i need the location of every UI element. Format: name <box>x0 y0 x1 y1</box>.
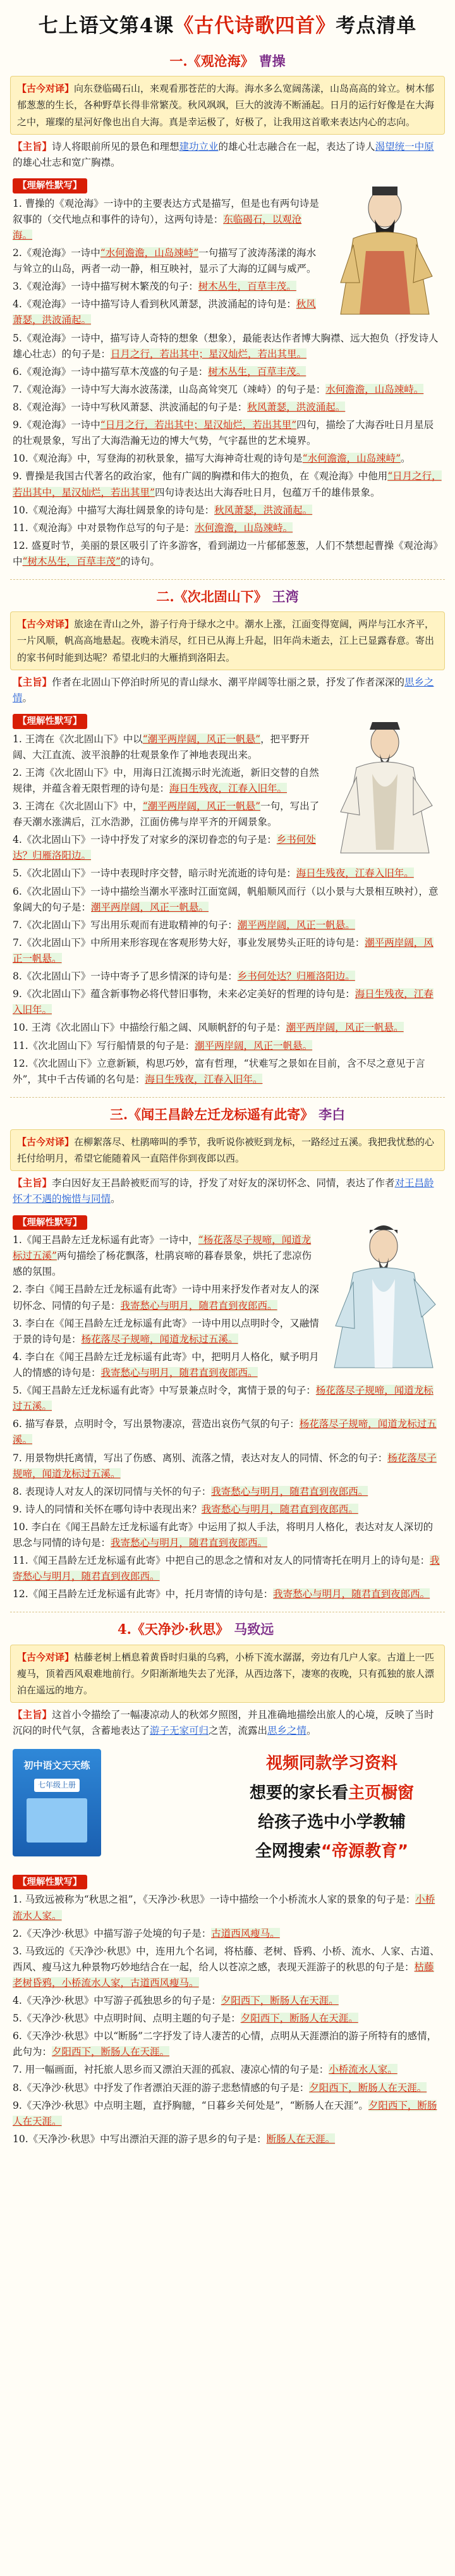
list-item: 4.《观沧海》一诗中描写诗人看到秋风萧瑟，洪波涌起的诗句是：秋风萧瑟，洪波涌起。 <box>13 298 316 326</box>
section-guancanghai <box>10 51 445 572</box>
list-item: 9.《观沧海》一诗中“日月之行，若出其中；星汉灿烂，若出其里”四句，描绘了大海吞吐日月星辰的壮观景象，写出了大海浩瀚无边的博大气势，气宇磊世的艺术境界。 <box>13 419 434 447</box>
list-item: 3.《观沧海》一诗中描写树木繁茂的句子：树木丛生，百草丰茂。 <box>13 281 296 293</box>
list-item: 8. 表现诗人对友人的深切同情与关怀的句子：我寄愁心与明月，随君直到夜郎西。 <box>13 1485 368 1497</box>
section-divider <box>10 1097 445 1098</box>
list-item: 10.《观沧海》中描写大海壮阔景象的诗句是：秋风萧瑟，洪波涌起。 <box>13 504 313 516</box>
list-item: 5.《闻王昌龄左迁龙标遥有此寄》中写景兼点时令，寓情于景的句子：杨花落尽子规啼，闻道龙标过五溪。 <box>13 1385 434 1413</box>
list-item: 2.《天净沙·秋思》中描写游子处境的句子是：古道西风瘦马。 <box>13 1927 280 1939</box>
list-item: 8.《观沧海》一诗中写秋风萧瑟、洪波涌起的句子是：秋风萧瑟，洪波涌起。 <box>13 402 346 413</box>
comprehension-list <box>10 1892 445 2147</box>
list-item: 7. 用景物烘托离情，写出了伤感、离别、流落之情，表达对友人的同情、怀念的句子：杨花落尽子规啼，闻道龙标过五溪。 <box>13 1452 437 1480</box>
list-item: 7. 用一幅画面，衬托旅人思乡而又漂泊天涯的孤寂、凄凉心情的句子是：小桥流水人家。 <box>13 2064 397 2076</box>
list-item: 5.《天净沙·秋思》中点明时间、点明主题的句子是：夕阳西下，断肠人在天涯。 <box>13 2013 358 2025</box>
list-item: 7.《次北固山下》中所用来形容现在客观形势大好，事业发展势头正旺的诗句是：潮平两岸阔，风正一帆悬。 <box>13 936 434 964</box>
list-item: 9.《次北固山下》蕴含新事物必将代替旧事物，未来必定美好的哲理的诗句是：海日生残夜，江春入旧年。 <box>13 988 434 1016</box>
list-item: 1. 王湾在《次北固山下》中以“潮平两岸阔，风正一帆悬”，把平野开阔、大江直流、波平浪静的壮观景象作了神地表现出来。 <box>13 733 310 761</box>
list-item: 9. 诗人的同情和关怀在哪句诗中表现出来？我寄愁心与明月，随君直到夜郎西。 <box>13 1503 358 1515</box>
theme-paragraph: 【主旨】诗人将眼前所见的景色和理想建功立业的雄心壮志融合在一起，表达了诗人渴望统一中原的雄心壮志和宽广胸襟。 <box>13 140 434 169</box>
list-item: 11.《观沧海》中对景物作总写的句子是：水何澹澹，山岛竦峙。 <box>13 522 293 534</box>
list-item: 10. 李白在《闻王昌龄左迁龙标遥有此寄》中运用了拟人手法，将明月人格化，表达对友人深切的思念与同情的诗句是：我寄愁心与明月，随君直到夜郎西。 <box>13 1521 434 1549</box>
comprehension-tag: 【理解性默写】 <box>13 714 87 728</box>
translation-box: 【古今对译】向东登临碣石山，来观看那苍茫的大海。海水多么宽阔荡漾，山岛高高的耸立。树木郁郁葱葱的生长，各种野草长得非常繁茂。秋风飒飒，巨大的波涛不断涌起。日月的运行好像是在大海之中，璀璨的星河好像也出自大海。真是幸运极了，好极了，让我用这首歌来表达内心的志向。 <box>10 76 445 135</box>
wang-wan-illustration <box>325 714 445 859</box>
list-item: 5.《次北固山下》一诗中表现时序交替，暗示时光流逝的诗句是：海日生残夜，江春入旧年。 <box>13 868 414 880</box>
promo-banner: 视频同款学习资料 想要的家长看主页橱窗 给孩子选中小学教辅 全网搜索“帝源教育” <box>249 1754 415 1861</box>
list-item: 12.《次北固山下》立意新颖，构思巧妙，富有哲理，“状难写之景如在目前，含不尽之意见于言外”，其中千古传诵的名句是：海日生残夜，江春入旧年。 <box>13 1057 425 1085</box>
list-item: 11.《次北固山下》写行船情景的句子是：潮平两岸阔，风正一帆悬。 <box>13 1040 313 1052</box>
translation-box: 【古今对译】枯藤老树上栖息着黄昏时归巢的乌鸦，小桥下流水潺潺，旁边有几户人家。古道上一匹瘦马，顶着西风艰难地前行。夕阳渐渐地失去了光泽，从西边落下，凄寒的夜晚，只有孤独的旅人漂泊在遥远的地方。 <box>10 1645 445 1703</box>
section-tianjingsha <box>10 1619 445 2147</box>
list-item: 4.《天净沙·秋思》中写游子孤独思乡的句子是：夕阳西下，断肠人在天涯。 <box>13 1995 339 2007</box>
list-item: 1. 曹操的《观沧海》一诗中的主要表达方式是描写，但是也有两句诗是叙事的（交代地点和事件的诗句），这两句诗是：东临碣石，以观沧海。 <box>13 197 319 241</box>
section-wenwangchangling <box>10 1104 445 1605</box>
list-item: 3. 马致远的《天净沙·秋思》中，连用九个名词，将枯藤、老树、昏鸦、小桥、流水、人家、古道、西风、瘦马这九种景物巧妙地结合在一起，给人以苍凉之感，表现天涯游子的秋思的句子是：枯藤老树昏鸦，小桥流水人家，古道西风瘦马。 <box>13 1945 440 1989</box>
list-item: 2. 王湾《次北固山下》中，用海日江流揭示时光流逝，新旧交替的自然规律，并蕴含着无限哲理的诗句是：海日生残夜，江春入旧年。 <box>13 766 319 794</box>
list-item: 6.《次北固山下》一诗中描绘当潮水平涨时江面宽阔，帆船顺风而行（以小景与大景相互映衬），意象阔大的句子是：潮平两岸阔，风正一帆悬。 <box>13 885 439 913</box>
list-item: 12. 盛夏时节，美丽的景区吸引了许多游客，看到湖边一片郁郁葱葱，人们不禁想起曹操《观沧海》中“树木丛生，百草丰茂”的诗句。 <box>13 539 438 567</box>
list-item: 2. 李白《闻王昌龄左迁龙标遥有此寄》一诗中用来抒发作者对友人的深切怀念、同情的句子是：我寄愁心与明月，随君直到夜郎西。 <box>13 1284 319 1311</box>
section-heading: 一.《观沧海》 曹操 <box>169 53 286 70</box>
theme-paragraph: 【主旨】作者在北固山下停泊时所见的青山绿水、潮平岸阔等壮丽之景，抒发了作者深深的思乡之情。 <box>13 675 434 704</box>
list-item: 10.《天净沙·秋思》中写出漂泊天涯的游子思乡的句子是：断肠人在天涯。 <box>13 2133 336 2145</box>
list-item: 6. 描写春景，点明时令，写出景物凄凉，营造出哀伤气氛的句子：杨花落尽子规啼，闻道龙标过五溪。 <box>13 1418 437 1446</box>
workbook-cover: 初中语文天天练 七年级上册 <box>13 1749 101 1856</box>
cover-illustration <box>27 1798 87 1843</box>
list-item: 7.《次北固山下》写出用乐观而有进取精神的句子：潮平两岸阔，风正一帆悬。 <box>13 919 355 931</box>
comprehension-tag: 【理解性默写】 <box>13 1215 87 1230</box>
theme-paragraph: 【主旨】李白因好友王昌龄被贬而写的诗，抒发了对好友的深切怀念、同情，表达了作者对王昌龄怀才不遇的惋惜与同情。 <box>13 1177 434 1205</box>
list-item: 12.《闻王昌龄左迁龙标遥有此寄》中，托月寄情的诗句是：我寄愁心与明月，随君直到夜郎西。 <box>13 1588 430 1600</box>
theme-paragraph: 【主旨】这首小令描绘了一幅凄凉动人的秋郊夕照图，并且准确地描绘出旅人的心境，反映了当时沉闷的时代气氛，含蓄地表达了游子无家可归之苦，流露出思乡之情。 <box>13 1708 434 1737</box>
list-item: 6.《天净沙·秋思》中以“断肠”二字抒发了诗人凄苦的心情，点明从天涯漂泊的游子所特有的感情，此句为：夕阳西下，断肠人在天涯。 <box>13 2030 437 2058</box>
list-item: 10. 王湾《次北固山下》中描绘行船之阔、风顺帆舒的句子是：潮平两岸阔，风正一帆悬。 <box>13 1022 404 1034</box>
comprehension-tag: 【理解性默写】 <box>13 1875 87 1889</box>
translation-box: 【古今对译】在柳絮落尽、杜鹃啼叫的季节，我听说你被贬到龙标，一路经过五溪。我把我忧愁的心托付给明月，希望它能随着风一直陪伴你到夜郎以西。 <box>10 1129 445 1172</box>
comprehension-tag: 【理解性默写】 <box>13 178 87 193</box>
list-item: 10.《观沧海》中，写登海的初秋景象，描写大海神奇壮观的诗句是“水何澹澹，山岛竦峙”。 <box>13 453 411 465</box>
list-item: 6.《观沧海》一诗中描写草木茂盛的句子是：树木丛生，百草丰茂。 <box>13 365 306 377</box>
list-item: 2.《观沧海》一诗中“水何澹澹，山岛竦峙”一句描写了波涛荡漾的海水与耸立的山岛，两者一动一静，相互映衬，显示了大海的辽阔与威严。 <box>13 247 317 275</box>
translation-box: 【古今对译】旅途在青山之外，游子行舟于绿水之中。潮水上涨，江面变得宽阔，两岸与江水齐平，一片风顺，帆高高地悬起。夜晚未消尽，红日已从海上升起，旧年尚未逝去，江上已显露春意。寄出的家书何时能到达呢？希望北归的大雁捎到洛阳去。 <box>10 611 445 670</box>
section-heading: 4.《天净沙·秋思》 马致远 <box>118 1621 274 1638</box>
list-item: 5.《观沧海》一诗中，描写诗人奇特的想象（想象），最能表达作者博大胸襟、远大抱负（抒发诗人雄心壮志）的句子是：日月之行，若出其中；星汉灿烂，若出其里。 <box>13 332 439 360</box>
list-item: 9.《天净沙·秋思》中点明主题，直抒胸臆，“日暮乡关何处是”，“断肠人在天涯”。夕阳西下，断肠人在天涯。 <box>13 2099 437 2127</box>
section-divider <box>10 579 445 580</box>
list-item: 1.《闻王昌龄左迁龙标遥有此寄》一诗中，“杨花落尽子规啼，闻道龙标过五溪”两句描绘了杨花飘落，杜鹃哀啼的暮春景象，烘托了悲凉伤感的氛围。 <box>13 1234 312 1278</box>
page-title: 七上语文第4课《古代诗歌四首》考点清单 <box>38 15 417 37</box>
cao-cao-illustration <box>325 178 445 324</box>
list-item: 7.《观沧海》一诗中写大海水波荡漾，山岛高耸突兀（竦峙）的句子是：水何澹澹，山岛竦峙。 <box>13 383 424 395</box>
list-item: 9. 曹操是我国古代著名的政治家，他有广阔的胸襟和伟大的抱负，在《观沧海》中他用“日月之行，若出其中，星汉灿烂，若出其里”四句诗表达出大海吞吐日月，包蕴万千的雄伟景象。 <box>13 470 442 498</box>
list-item: 3. 王湾在《次北固山下》中，“潮平两岸阔，风正一帆悬”一句，写出了春天潮水涨满后，江水浩渺，江面仿佛与岸平齐的开阔景象。 <box>13 800 320 828</box>
section-cibeigushanxia <box>10 586 445 1089</box>
list-item: 8.《次北固山下》一诗中寄予了思乡情深的诗句是：乡书何处达？归雁洛阳边。 <box>13 971 355 983</box>
list-item: 11.《闻王昌龄左迁龙标遥有此寄》中把自己的思念之情和对友人的同情寄托在明月上的诗句是：我寄愁心与明月，随君直到夜郎西。 <box>13 1555 440 1583</box>
list-item: 1. 马致远被称为“秋思之祖”，《天净沙·秋思》一诗中描绘一个小桥流水人家的景象的句子是：小桥流水人家。 <box>13 1894 435 1922</box>
li-bai-illustration <box>325 1215 445 1373</box>
list-item: 8.《天净沙·秋思》中抒发了作者漂泊天涯的游子悲愁情感的句子是：夕阳西下，断肠人在天涯。 <box>13 2082 427 2094</box>
list-item: 3. 李白在《闻王昌龄左迁龙标遥有此寄》一诗中用以点明时令，又融情于景的诗句是：杨花落尽子规啼，闻道龙标过五溪。 <box>13 1317 319 1345</box>
list-item: 4. 李白在《闻王昌龄左迁龙标遥有此寄》中，把明月人格化，赋予明月人的情感的诗句是：我寄愁心与明月，随君直到夜郎西。 <box>13 1351 319 1378</box>
section-heading: 二.《次北固山下》 王湾 <box>156 589 299 605</box>
list-item: 4.《次北固山下》一诗中抒发了对家乡的深切眷恋的句子是：乡书何处达？归雁洛阳边。 <box>13 834 316 862</box>
section-heading: 三.《闻王昌龄左迁龙标遥有此寄》 李白 <box>109 1106 346 1122</box>
